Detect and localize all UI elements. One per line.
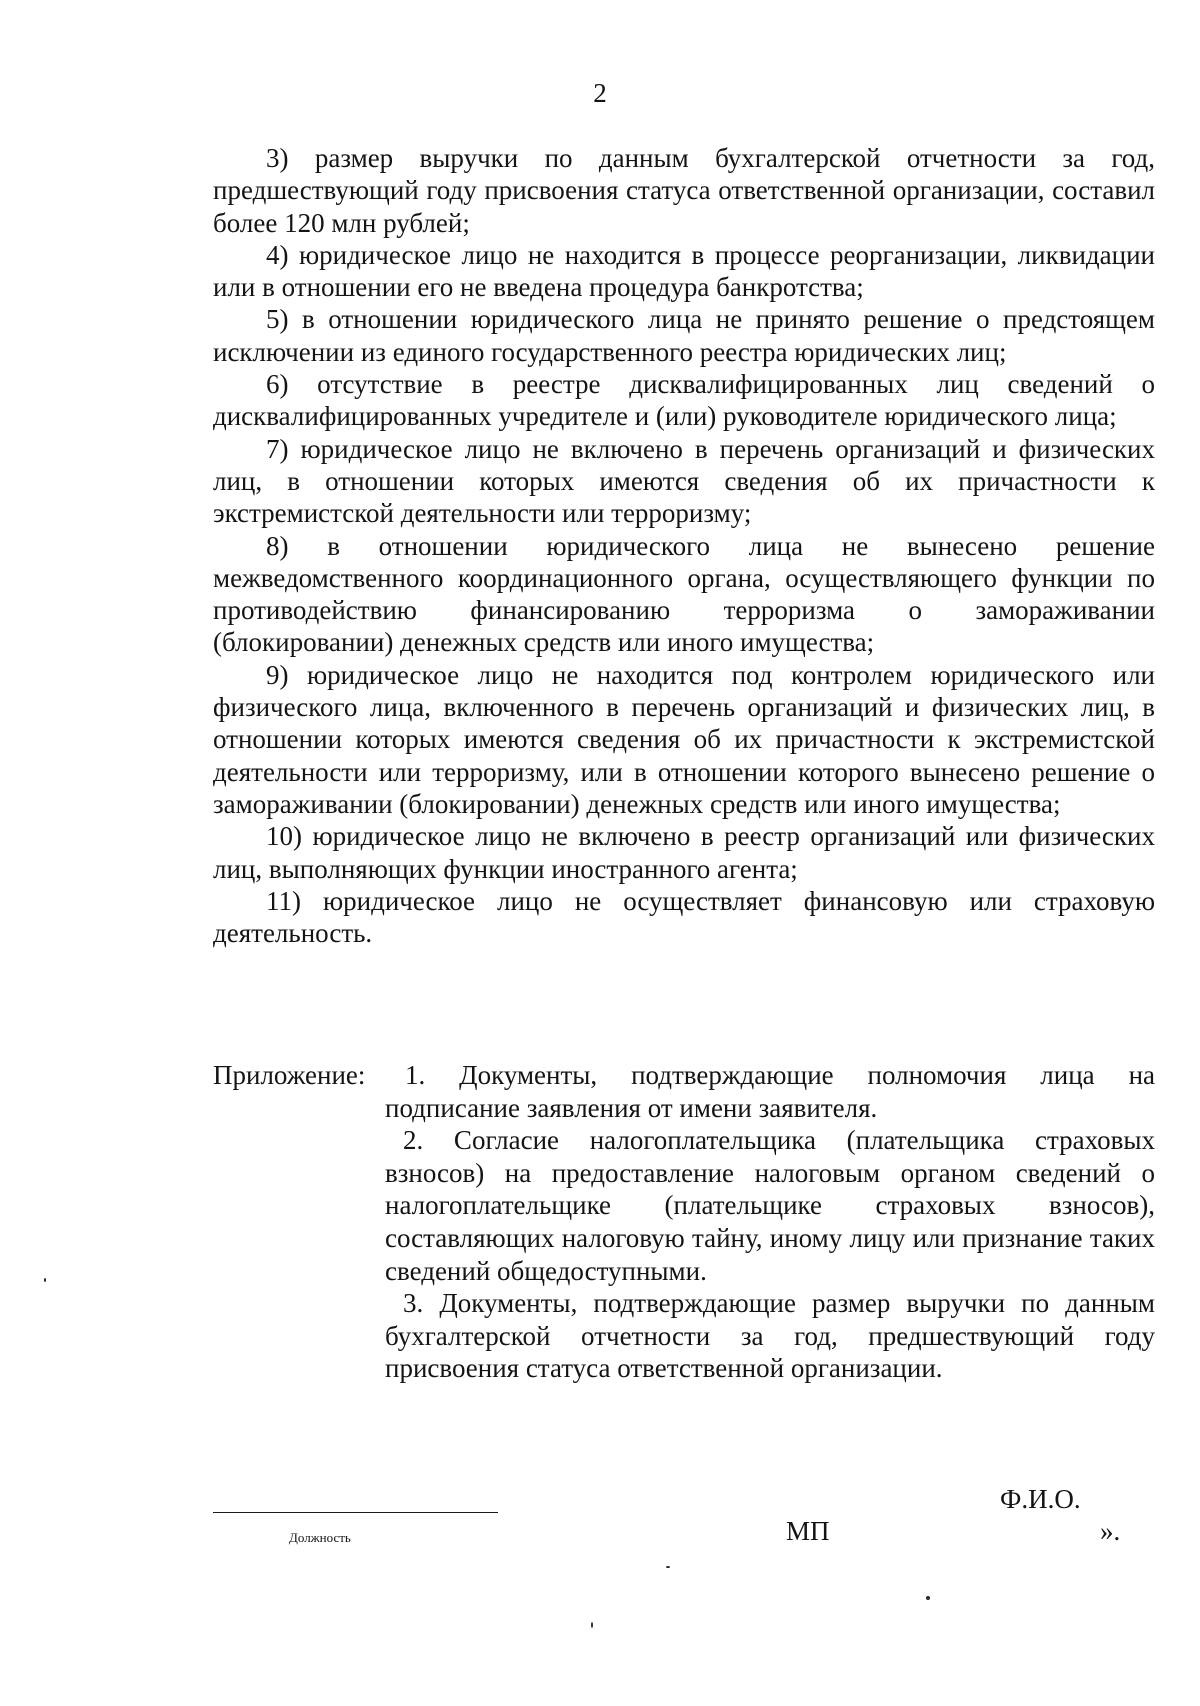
scan-speck <box>926 1596 930 1600</box>
conditions-list <box>213 142 1155 949</box>
appendix-item-2: 2. Согласие налогоплательщика (плательщика страховых взносов) на предоставление налоговым органом сведений о налогоплательщике (плательщике страховых взносов), составляющих налоговую тайну, иному лицу или признание таких сведений общедоступными. <box>385 1125 1155 1286</box>
condition-item-10: 10) юридическое лицо не включено в реестр организаций или физических лиц, выполняющих функции иностранного агента; <box>213 821 1155 884</box>
position-label: Должность <box>289 1530 351 1545</box>
closing-quote: ». <box>1100 1516 1121 1546</box>
signature-line <box>213 1512 498 1513</box>
appendix-items <box>385 1059 1155 1385</box>
condition-item-4: 4) юридическое лицо не находится в процессе реорганизации, ликвидации или в отношении его не введена процедура банкротства; <box>213 239 1155 303</box>
condition-item-3: 3) размер выручки по данным бухгалтерской отчетности за год, предшествующий году присвоения статуса ответственной организации, составил более 120 млн рублей; <box>213 143 1155 238</box>
appendix-label: Приложение: <box>213 1060 366 1090</box>
condition-item-7: 7) юридическое лицо не включено в перечень организаций и физических лиц, в отношении которых имеются сведения об их причастности к экстремистской деятельности или терроризму; <box>213 433 1155 529</box>
full-name-label: Ф.И.О. <box>1000 1484 1081 1514</box>
scan-speck <box>591 1622 593 1628</box>
page-number: 2 <box>593 78 607 108</box>
condition-item-11: 11) юридическое лицо не осуществляет финансовую или страховую деятельность. <box>213 885 1155 949</box>
scan-speck <box>666 1566 670 1568</box>
appendix-item-3: 3. Документы, подтверждающие размер выручки по данным бухгалтерской отчетности за год, предшествующий году присвоения статуса ответственной организации. <box>385 1288 1155 1384</box>
condition-item-8: 8) в отношении юридического лица не вынесено решение межведомственного координационного органа, осуществляющего функции по противодействию финансированию терроризма о замораживании (блокировании) денежных средств или иного имущества; <box>213 530 1155 658</box>
condition-item-6: 6) отсутствие в реестре дисквалифицированных лиц сведений о дисквалифицированных учредителе и (или) руководителе юридического лица; <box>213 369 1155 432</box>
appendix-item-1: 1. Документы, подтверждающие полномочия лица на подписание заявления от имени заявителя. <box>385 1060 1155 1123</box>
condition-item-9: 9) юридическое лицо не находится под контролем юридического или физического лица, включенного в перечень организаций и физических лиц, в отношении которых имеются сведения об их причастности к экстремистской деятельности или терроризму, или в отношении которого вынесено решение о замораживании (блокировании) денежных средств или иного имущества; <box>213 659 1155 819</box>
stamp-place-label: МП <box>786 1516 830 1546</box>
scan-speck <box>44 1278 46 1282</box>
condition-item-5: 5) в отношении юридического лица не принято решение о предстоящем исключении из единого государственного реестра юридических лиц; <box>213 304 1155 367</box>
